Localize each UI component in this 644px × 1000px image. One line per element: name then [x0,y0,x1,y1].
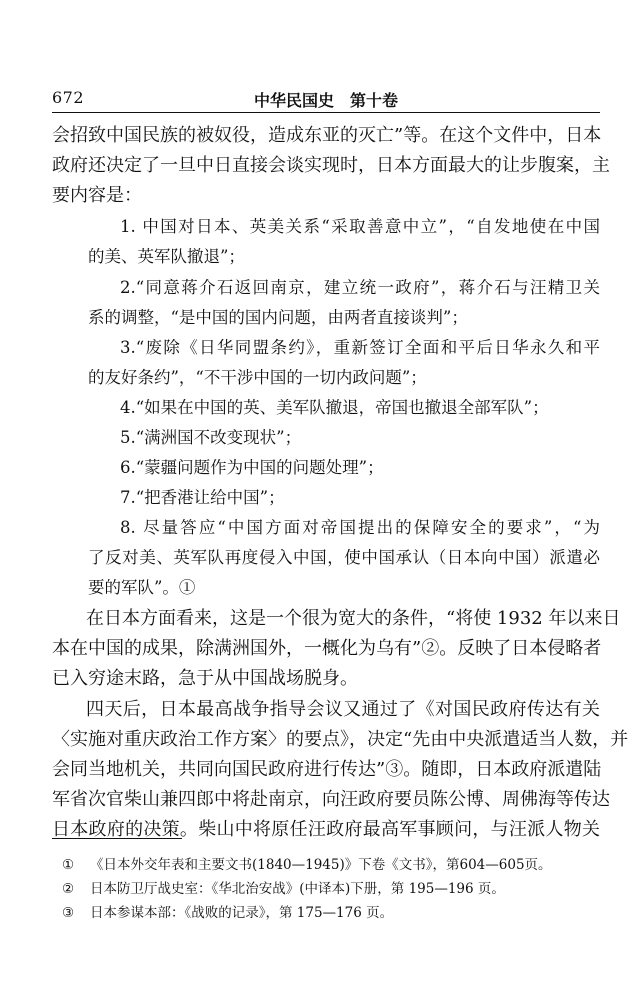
list-item-line: 了反对美、英军队再度侵入中国，使中国承认（日本向中国）派遣必 [88,548,600,567]
body-line: 会招致中国民族的被奴役，造成东亚的灭亡”等。在这个文件中，日本 [52,125,602,146]
footnote-text: 日本参谋本部：《战败的记录》，第 175—176 页。 [90,905,394,921]
footnote-marker: ① [62,857,75,873]
body-line: 四天后，日本最高战争指导会议又通过了《对国民政府传达有关 [86,699,600,720]
body-line: 军省次官柴山兼四郎中将赴南京，向汪政府要员陈公博、周佛海等传达 [52,789,610,810]
page-header [52,88,600,110]
list-item-line: 1. 中国对日本、英美关系“采取善意中立”，“自发地使在中国 [120,217,600,236]
footnote-text: 《日本外交年表和主要文书(1840—1945)》下卷《文书》，第604—605页。 [90,857,552,873]
body-line: 政府还决定了一旦中日直接会谈实现时，日本方面最大的让步腹案，主 [52,155,610,176]
list-item-line: 的友好条约”，“不干涉中国的一切内政问题”； [88,368,427,387]
body-line: 〈实施对重庆政治工作方案〉的要点》，决定“先由中央派遣适当人数，并 [52,729,629,750]
list-item-line: 要的军队”。① [88,578,196,597]
body-line: 已入穷途末路，急于从中国战场脱身。 [52,668,358,689]
body-line: 在日本方面看来，这是一个很为宽大的条件，“将使 1932 年以来日 [86,608,621,629]
list-item-line: 6.“蒙疆问题作为中国的问题处理”； [120,458,384,477]
footnote [62,856,552,874]
body-line: 会同当地机关，共同向国民政府进行传达”③。随即，日本政府派遣陆 [52,759,602,780]
list-item-line: 8. 尽量答应“中国方面对帝国提出的保障安全的要求”，“为 [120,518,600,537]
list-item-line: 系的调整，“是中国的国内问题，由两者直接谈判”； [88,308,468,327]
footnote-marker: ③ [62,905,75,921]
list-item-line: 4.“如果在中国的英、美军队撤退，帝国也撤退全部军队”； [120,398,549,417]
footnote [62,904,393,922]
page-number: 672 [52,88,85,107]
list-item-line: 的美、英军队撤退”； [88,247,245,266]
list-item-line: 5.“满洲国不改变现状”； [120,428,302,447]
list-item-line: 7.“把香港让给中国”； [120,488,285,507]
body-line: 要内容是： [52,185,142,206]
footnote-marker: ② [62,881,75,897]
list-item-line: 3.“废除《日华同盟条约》，重新签订全面和平后日华永久和平 [120,338,600,357]
footnote-text: 日本防卫厅战史室：《华北治安战》(中译本)下册，第 195—196 页。 [90,881,505,897]
body-line: 日本政府的决策。柴山中将原任汪政府最高军事顾问，与汪派人物关 [52,819,600,840]
body-line: 本在中国的成果，除满洲国外，一概化为乌有”②。反映了日本侵略者 [52,638,602,659]
header-rule [52,112,600,113]
footnote-rule [52,838,182,839]
running-title: 中华民国史 第十卷 [253,91,398,110]
list-item-line: 2.“同意蒋介石返回南京，建立统一政府”，蒋介石与汪精卫关 [120,278,600,297]
footnote [62,880,505,898]
